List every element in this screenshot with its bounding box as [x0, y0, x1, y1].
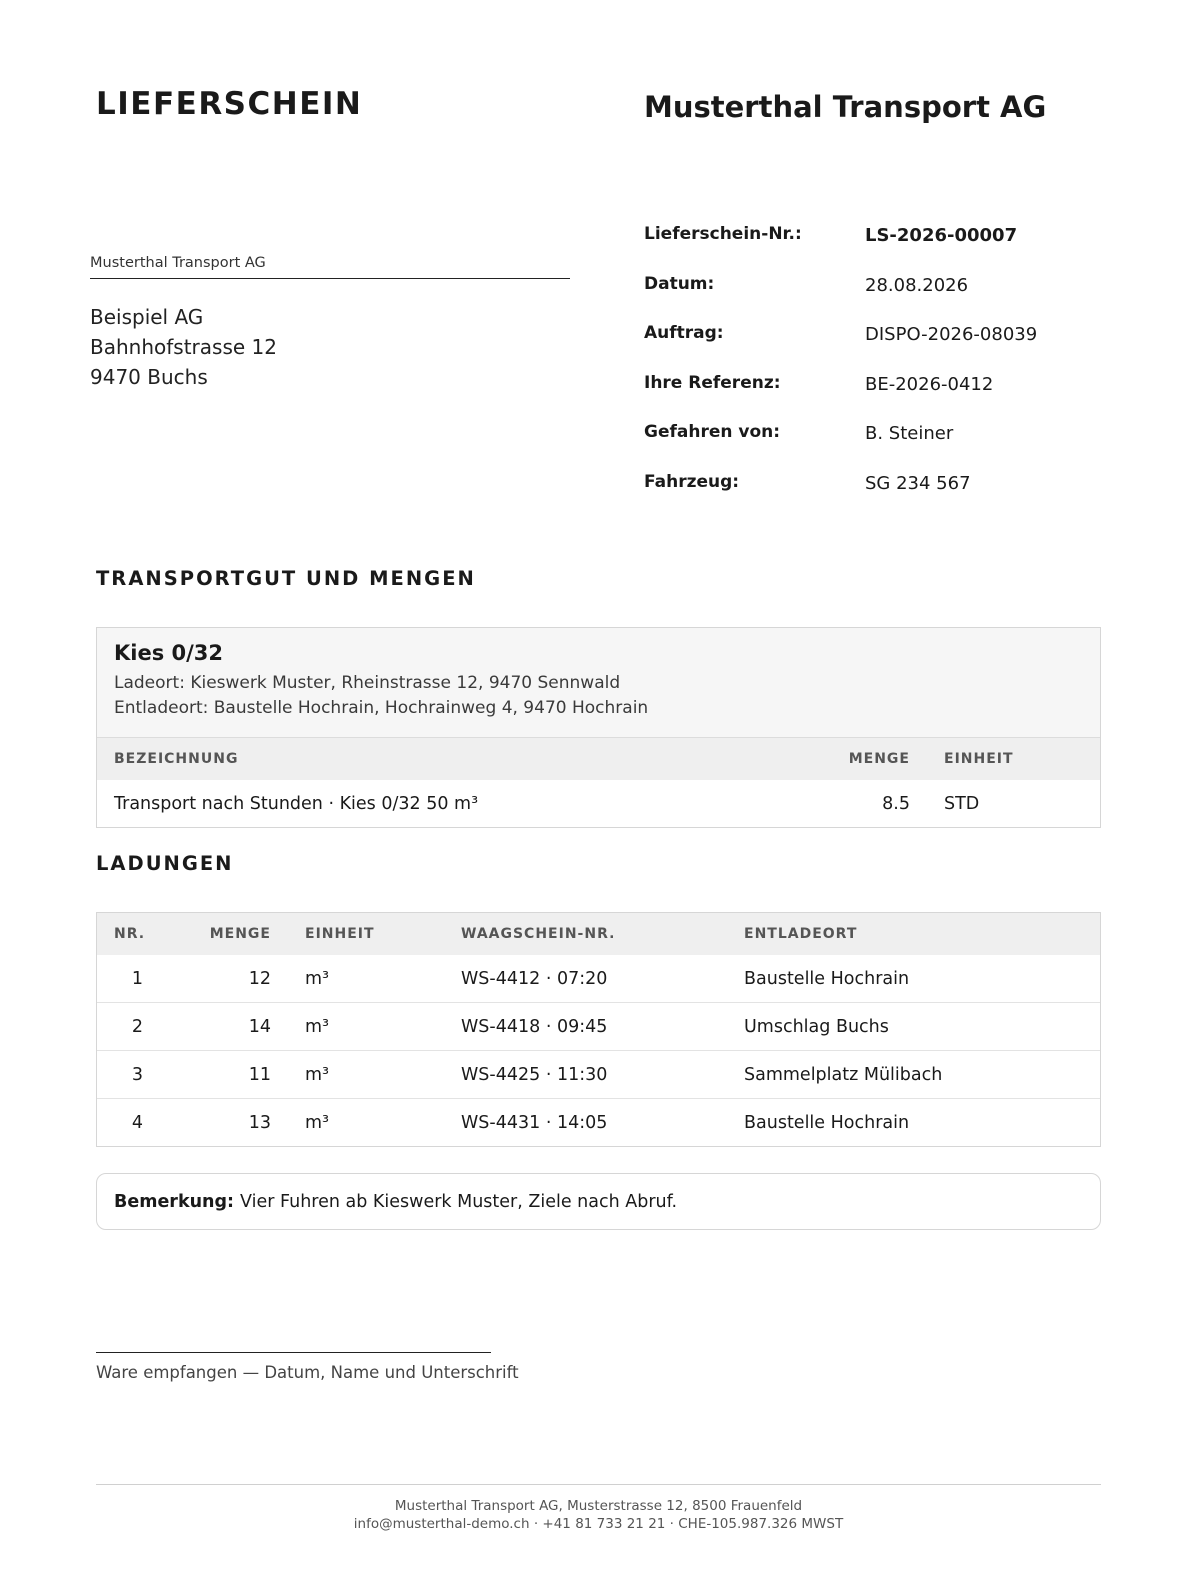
table-row: [97, 1003, 1100, 1051]
delivery-number: LS-2026-00007: [865, 225, 1018, 246]
remark-label: Bemerkung:: [114, 1191, 235, 1212]
recipient-name: Beispiel AG: [90, 305, 204, 329]
goods-box: [96, 627, 1101, 828]
table-row: [97, 1099, 1100, 1147]
document-title: LIEFERSCHEIN: [96, 86, 363, 122]
meta-row-delivery-number: [644, 224, 1104, 274]
load-quantity: 14: [161, 1003, 271, 1051]
goods-table: [97, 738, 1100, 827]
column-header-quantity: MENGE: [760, 738, 944, 780]
sender-line: Musterthal Transport AG: [90, 255, 570, 279]
load-destination: Baustelle Hochrain: [744, 1099, 1100, 1147]
goods-unit: STD: [944, 793, 980, 814]
meta-row-reference: [644, 373, 1104, 423]
meta-label: Datum:: [644, 273, 715, 294]
load-number: 3: [97, 1051, 161, 1099]
remark-text: Vier Fuhren ab Kieswerk Muster, Ziele nach Abruf.: [240, 1191, 678, 1212]
load-place: Ladeort: Kieswerk Muster, Rheinstrasse 12, 9470 Sennwald: [114, 673, 621, 693]
column-header-unit: EINHEIT: [271, 913, 461, 955]
driver-name: B. Steiner: [865, 423, 954, 445]
load-destination: Sammelplatz Mülibach: [744, 1051, 1100, 1099]
column-header-ticket: WAAGSCHEIN-NR.: [461, 913, 744, 955]
load-number: 1: [131, 968, 144, 989]
unload-place: Entladeort: Baustelle Hochrain, Hochrainweg 4, 9470 Hochrain: [114, 698, 649, 718]
recipient-street: Bahnhofstrasse 12: [90, 335, 277, 359]
meta-label: Fahrzeug:: [644, 471, 740, 492]
meta-row-driver: [644, 422, 1104, 472]
load-ticket: WS-4412 · 07:20: [461, 968, 608, 989]
loads-section-heading: LADUNGEN: [96, 852, 234, 875]
load-unit: m³: [271, 1003, 461, 1051]
table-header-row: [97, 913, 1100, 955]
column-header-destination: ENTLADEORT: [744, 913, 1100, 955]
meta-label: Auftrag:: [644, 323, 724, 344]
column-header-description: BEZEICHNUNG: [97, 738, 760, 780]
meta-label: Ihre Referenz:: [644, 372, 781, 393]
column-header-unit: EINHEIT: [944, 738, 1100, 780]
load-ticket: WS-4425 · 11:30: [461, 1051, 744, 1099]
table-row: [97, 955, 1100, 1003]
footer: [96, 1497, 1101, 1533]
meta-label: Lieferschein-Nr.:: [644, 224, 802, 244]
signature-line: [96, 1352, 491, 1353]
company-name: Musterthal Transport AG: [644, 90, 1047, 124]
meta-row-vehicle: [644, 472, 1104, 522]
load-unit: m³: [271, 1099, 461, 1147]
footer-address: Musterthal Transport AG, Musterstrasse 12, 8500 Frauenfeld: [394, 1498, 803, 1514]
table-header-row: [97, 738, 1100, 780]
load-quantity: 13: [161, 1099, 271, 1147]
recipient-address: [90, 302, 277, 392]
customer-reference: BE-2026-0412: [865, 373, 994, 395]
load-quantity: 12: [248, 968, 271, 989]
meta-label: Gefahren von:: [644, 422, 781, 443]
load-number: 4: [97, 1099, 161, 1147]
goods-header: [97, 628, 1100, 738]
footer-divider: [96, 1484, 1101, 1485]
load-destination: Umschlag Buchs: [744, 1003, 1100, 1051]
table-row: [97, 780, 1100, 827]
load-unit: m³: [271, 1051, 461, 1099]
load-number: 2: [97, 1003, 161, 1051]
load-destination: Baustelle Hochrain: [744, 968, 910, 989]
column-header-number: NR.: [97, 913, 161, 955]
load-ticket: WS-4418 · 09:45: [461, 1003, 744, 1051]
signature-label: Ware empfangen — Datum, Name und Unterschrift: [96, 1363, 519, 1382]
remark-box: [96, 1173, 1101, 1230]
goods-quantity: 8.5: [882, 793, 910, 814]
vehicle-plate: SG 234 567: [865, 472, 971, 494]
order-number: DISPO-2026-08039: [865, 324, 1038, 346]
delivery-date: 28.08.2026: [865, 274, 969, 296]
load-quantity: 11: [161, 1051, 271, 1099]
goods-section-heading: TRANSPORTGUT UND MENGEN: [96, 567, 476, 590]
loads-box: [96, 912, 1101, 1147]
goods-name: Kies 0/32: [114, 641, 224, 665]
loads-table: [97, 913, 1100, 1146]
load-unit: m³: [305, 968, 330, 989]
column-header-quantity: MENGE: [161, 913, 271, 955]
document-meta: [644, 224, 1104, 522]
goods-description: Transport nach Stunden · Kies 0/32 50 m³: [114, 793, 479, 814]
recipient-city: 9470 Buchs: [90, 365, 208, 389]
footer-contact: info@musterthal-demo.ch · +41 81 733 21 21 · CHE-105.987.326 MWST: [353, 1516, 844, 1532]
meta-row-date: [644, 274, 1104, 324]
table-row: [97, 1051, 1100, 1099]
load-ticket: WS-4431 · 14:05: [461, 1099, 744, 1147]
meta-row-order: [644, 323, 1104, 373]
